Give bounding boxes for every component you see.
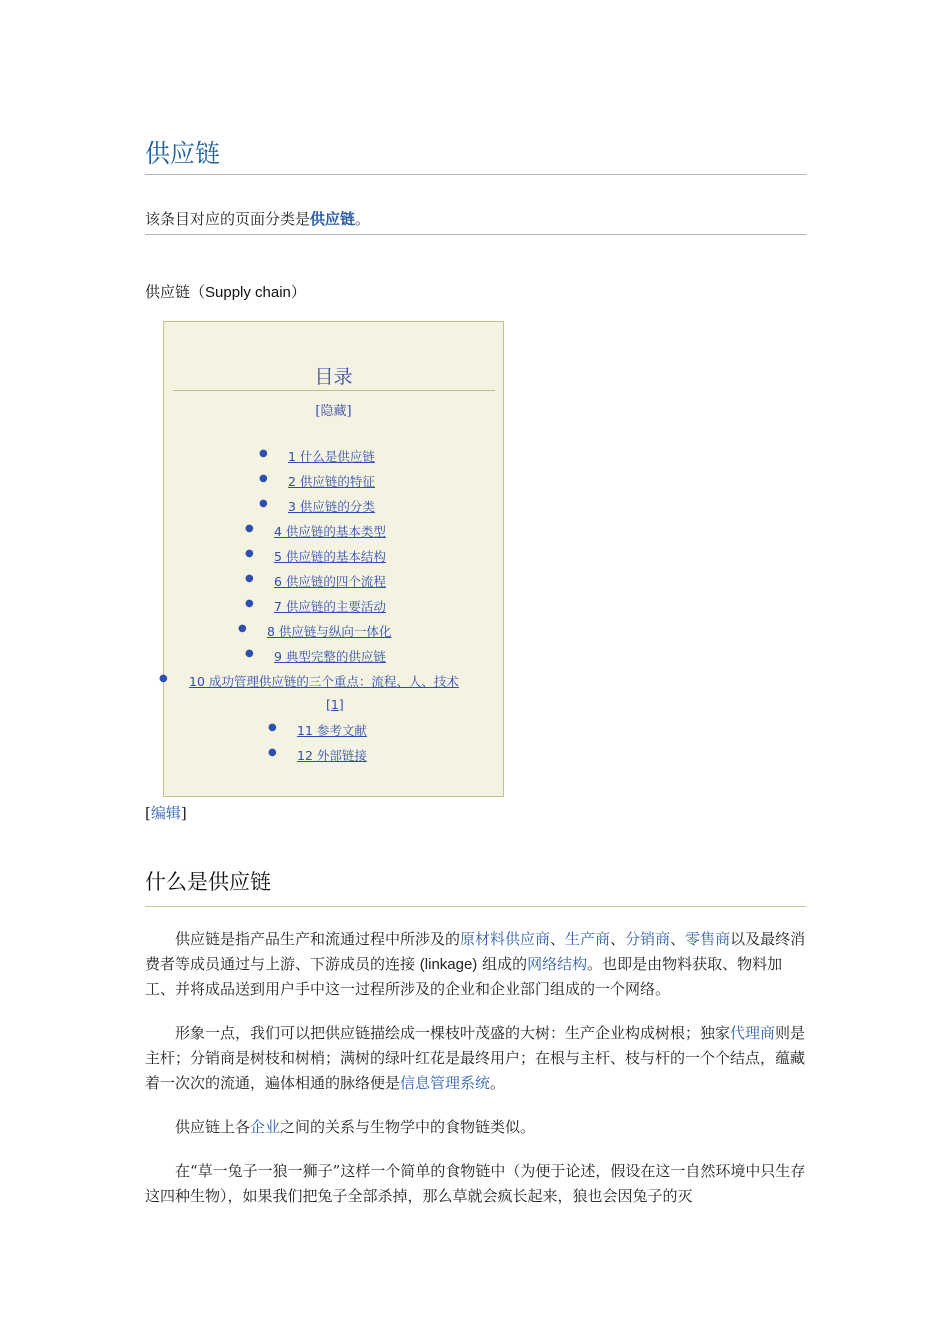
text-run: (linkage)	[419, 956, 478, 973]
toc-title: 目录	[314, 366, 353, 388]
bullet-icon: ●	[259, 473, 268, 484]
link-distributor[interactable]: 分销商	[625, 930, 671, 948]
category-line	[145, 208, 370, 229]
toc-item-2[interactable]: 2 供应链的特征	[288, 474, 375, 489]
bullet-icon: ●	[259, 498, 268, 509]
edit-bracket-open: [	[145, 804, 151, 822]
bullet-icon: ●	[245, 648, 254, 659]
bullet-icon: ●	[245, 598, 254, 609]
text-run: 、	[550, 930, 566, 948]
bullet-icon: ●	[245, 548, 254, 559]
text-run: 之间的关系与生物学中的食物链类似。	[280, 1118, 536, 1136]
link-retailer[interactable]: 零售商	[685, 930, 731, 948]
paragraph-2	[145, 1021, 806, 1096]
toc-divider	[173, 390, 495, 391]
toc-hide-toggle[interactable]: [隐藏]	[315, 404, 352, 419]
paragraph-3	[145, 1115, 806, 1140]
bullet-icon: ●	[238, 623, 247, 634]
paragraph-4: 在“草一兔子一狼一狮子”这样一个简单的食物链中（为便于论述，假设在这一自然环境中只生存这四种生物），如果我们把兔子全部杀掉，那么草就会疯长起来，狼也会因兔子的灭	[145, 1162, 806, 1205]
text-run: 、	[670, 930, 686, 948]
edit-link[interactable]: 编辑	[150, 804, 181, 822]
toc-item-3[interactable]: 3 供应链的分类	[288, 499, 375, 514]
text-run: 以及最终消费者等成员通过与上游、下游成员的连接	[145, 930, 806, 973]
link-enterprise[interactable]: 企业	[250, 1118, 281, 1136]
bullet-icon: ●	[268, 722, 277, 733]
toc-item-7[interactable]: 7 供应链的主要活动	[274, 599, 386, 614]
link-network-structure[interactable]: 网络结构	[527, 955, 588, 973]
bullet-icon: ●	[159, 673, 168, 684]
text-run: 组成的	[477, 955, 528, 973]
edit-section	[145, 802, 187, 823]
section-divider	[145, 906, 806, 907]
toc-item-6[interactable]: 6 供应链的四个流程	[274, 574, 386, 589]
category-suffix: 。	[355, 210, 371, 228]
link-information-management-system[interactable]: 信息管理系统	[400, 1074, 491, 1092]
text-run: 。	[490, 1074, 506, 1092]
category-divider	[145, 234, 806, 235]
toc-item-9[interactable]: 9 典型完整的供应链	[274, 649, 386, 664]
link-exclusive-agent[interactable]: 代理商	[730, 1024, 776, 1042]
category-prefix: 该条目对应的页面分类是	[145, 210, 311, 228]
page-title: 供应链	[145, 139, 221, 168]
table-of-contents	[159, 321, 504, 797]
link-raw-material-supplier[interactable]: 原材料供应商	[460, 930, 551, 948]
link-manufacturer[interactable]: 生产商	[565, 930, 611, 948]
toc-item-10[interactable]: 10 成功管理供应链的三个重点：流程、人、技术	[189, 674, 459, 689]
text-run: 、	[610, 930, 626, 948]
text-run: 则是主杆；分销商是树枝和树梢；满树的绿叶红花是最终用户；在根与主杆、枝与杆的一个个结点，蕴藏着一次次的流通，遍体相通的脉络便是	[145, 1024, 806, 1092]
bullet-icon: ●	[245, 523, 254, 534]
toc-item-4[interactable]: 4 供应链的基本类型	[274, 524, 386, 539]
toc-item-10-ref[interactable]: [1]	[326, 697, 344, 712]
paragraph-1	[145, 927, 806, 1002]
toc-item-8[interactable]: 8 供应链与纵向一体化	[267, 624, 392, 639]
edit-bracket-close: ]	[180, 804, 187, 822]
bullet-icon: ●	[259, 448, 268, 459]
toc-item-11[interactable]: 11 参考文献	[297, 723, 367, 738]
text-run: 供应链是指产品生产和流通过程中所涉及的	[145, 930, 461, 948]
text-run: 供应链上各	[145, 1118, 251, 1136]
toc-item-5[interactable]: 5 供应链的基本结构	[274, 549, 386, 564]
article-subtitle: 供应链（Supply chain）	[145, 284, 306, 301]
bullet-icon: ●	[268, 747, 277, 758]
text-run: 。也即是由物料获取、物料加工、并将成品送到用户手中这一过程所涉及的企业和企业部门组成的一个网络。	[145, 955, 783, 998]
title-divider	[145, 174, 806, 175]
toc-item-1[interactable]: 1 什么是供应链	[288, 449, 375, 464]
bullet-icon: ●	[245, 573, 254, 584]
toc-item-12[interactable]: 12 外部链接	[297, 748, 367, 763]
text-run: 形象一点，我们可以把供应链描绘成一棵枝叶茂盛的大树：生产企业构成树根；独家	[145, 1024, 731, 1042]
category-link[interactable]: 供应链	[310, 210, 356, 228]
section-heading: 什么是供应链	[145, 870, 271, 894]
